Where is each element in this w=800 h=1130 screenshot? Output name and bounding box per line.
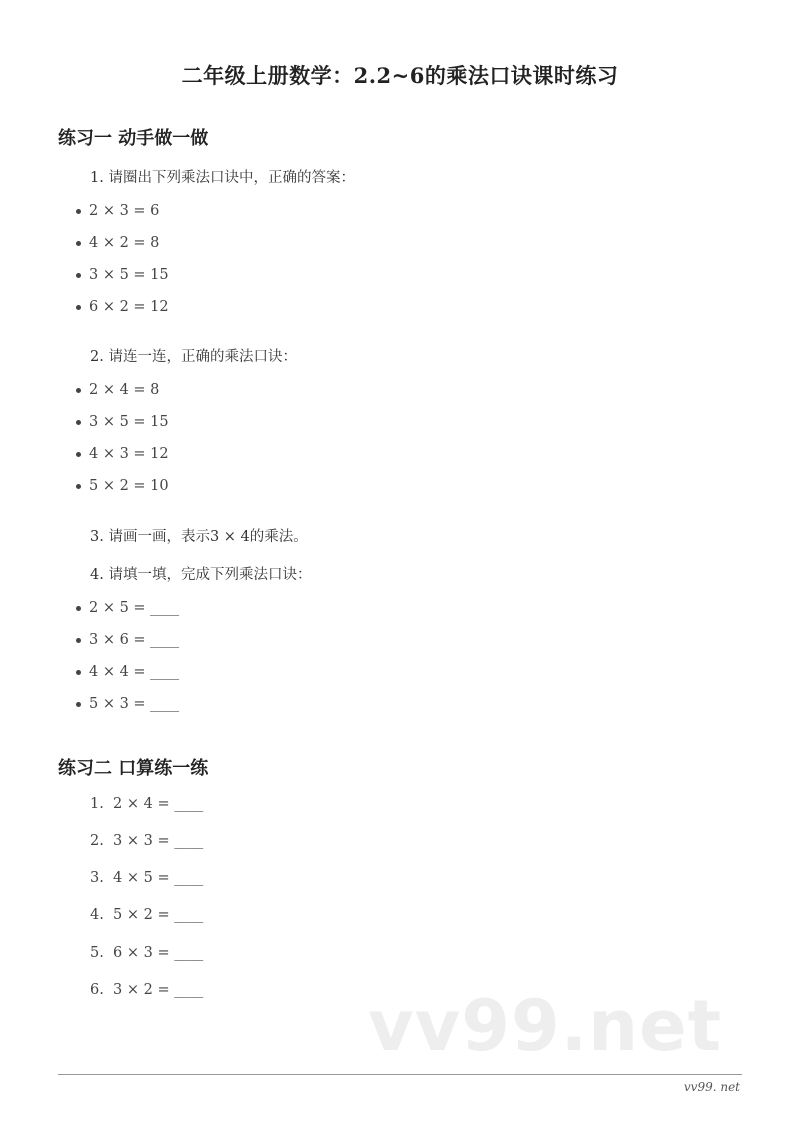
list-item: 5 × 3 = ____: [76, 696, 179, 712]
list-item: 4 × 3 = 12: [76, 446, 169, 462]
watermark: vv99.net: [368, 985, 723, 1067]
list-item: 5. 6 × 3 = ____: [90, 945, 204, 961]
question-3-prompt: 3. 请画一画，表示3 × 4的乘法。: [90, 529, 308, 545]
bullet-icon: [76, 388, 81, 393]
bullet-icon: [76, 452, 81, 457]
bullet-icon: [76, 670, 81, 675]
list-item: 3 × 5 = 15: [76, 414, 169, 430]
list-item: 6. 3 × 2 = ____: [90, 982, 204, 998]
list-item: 5 × 2 = 10: [76, 478, 169, 494]
bullet-icon: [76, 305, 81, 310]
list-item: 3 × 6 = ____: [76, 632, 179, 648]
list-item: 1. 2 × 4 = ____: [90, 796, 204, 812]
list-item: 2 × 4 = 8: [76, 382, 159, 398]
bullet-icon: [76, 606, 81, 611]
question-1-prompt: 1. 请圈出下列乘法口诀中，正确的答案：: [90, 170, 355, 186]
bullet-icon: [76, 638, 81, 643]
list-item: 2 × 3 = 6: [76, 203, 159, 219]
question-4-prompt: 4. 请填一填，完成下列乘法口诀：: [90, 567, 312, 583]
footer-divider: [58, 1074, 742, 1075]
bullet-icon: [76, 241, 81, 246]
section-heading-2: 练习二 口算练一练: [58, 758, 209, 779]
list-item: 4 × 2 = 8: [76, 235, 159, 251]
bullet-icon: [76, 273, 81, 278]
bullet-icon: [76, 484, 81, 489]
list-item: 3 × 5 = 15: [76, 267, 169, 283]
list-item: 2. 3 × 3 = ____: [90, 833, 204, 849]
bullet-icon: [76, 420, 81, 425]
page-title: 二年级上册数学：2.2~6的乘法口诀课时练习: [181, 63, 619, 88]
bullet-icon: [76, 702, 81, 707]
bullet-icon: [76, 209, 81, 214]
list-item: 6 × 2 = 12: [76, 299, 169, 315]
list-item: 3. 4 × 5 = ____: [90, 870, 204, 886]
question-2-prompt: 2. 请连一连，正确的乘法口诀：: [90, 349, 297, 365]
list-item: 2 × 5 = ____: [76, 600, 179, 616]
footer-text: vv99. net: [683, 1080, 740, 1094]
section-heading-1: 练习一 动手做一做: [58, 128, 209, 149]
list-item: 4. 5 × 2 = ____: [90, 907, 204, 923]
list-item: 4 × 4 = ____: [76, 664, 179, 680]
